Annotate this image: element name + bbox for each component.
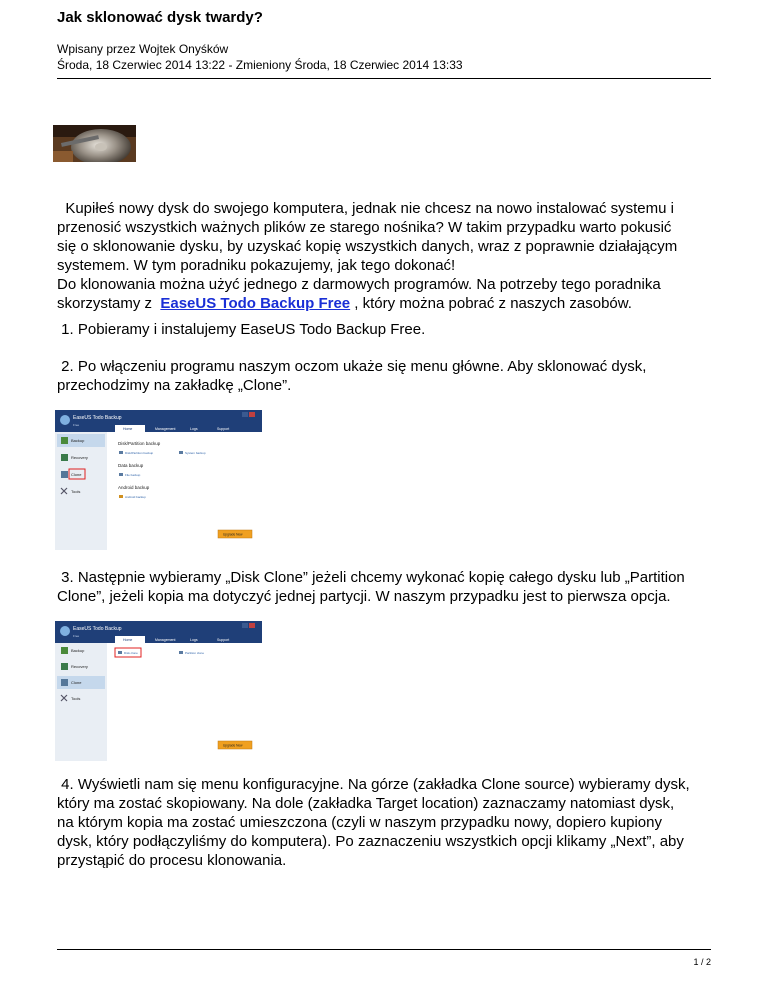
tab-management: Management [155,638,176,642]
screenshot-main-menu [55,410,262,550]
section-disk-partition: Disk/Partition backup [118,441,161,446]
item-partition-clone: Partition clone [185,651,205,655]
tab-support: Support [217,638,230,642]
sidebar-clone: Clone [71,680,82,685]
page-number: 1 / 2 [693,957,711,967]
item-disk-partition-backup: Disk/Partition backup [125,451,154,455]
tab-home: Home [123,638,133,642]
tab-logs: Logs [190,638,198,642]
hard-drive-photo [53,125,136,162]
step-1: 1. Pobieramy i instalujemy EaseUS Todo Backup Free. [57,321,426,338]
step-2-line: przechodzimy na zakładkę „Clone”. [57,377,292,394]
item-system-backup: System backup [185,451,206,455]
intro-line-with-link [57,294,717,313]
tab-home: Home [123,427,133,431]
step-2 [57,357,717,395]
section-android-backup: Android backup [118,485,150,490]
sidebar-backup: Backup [71,438,85,443]
sidebar-tools: Tools [71,696,81,701]
footer-divider [57,949,711,950]
article-dates: Środa, 18 Czerwiec 2014 13:22 - Zmieniony Środa, 18 Czerwiec 2014 13:33 [57,58,463,72]
intro-paragraph [57,199,717,313]
step-3-line: 3. Następnie wybieramy „Disk Clone” jeżeli chcemy wykonać kopię całego dysku lub „Partition [57,569,685,586]
tab-support: Support [217,427,230,431]
intro-line: przenosić wszystkich ważnych plików ze starego nośnika? W takim przypadku warto pokusić [57,219,672,236]
step-3 [57,568,717,606]
svg-text:Free: Free [73,423,80,427]
step-4-line: na którym kopia ma zostać umieszczona (czyli w naszym przypadku nowy, dopiero kupiony [57,814,662,831]
step-4-line: przystąpić do procesu klonowania. [57,852,287,869]
app-title: EaseUS Todo Backup [73,626,122,632]
header-divider [57,78,711,79]
step-3-line: Clone”, jeżeli kopia ma dotyczyć jednej partycji. W naszym przypadku jest to pierwsza opcja. [57,588,671,605]
easeus-download-link[interactable]: EaseUS Todo Backup Free [160,295,351,312]
upgrade-button: Upgrade Now [223,743,243,748]
tab-management: Management [155,427,176,431]
tab-logs: Logs [190,427,198,431]
step-4 [57,775,717,870]
item-android-backup: Android backup [125,495,146,499]
screenshot-clone-options [55,621,262,761]
item-file-backup: File backup [125,473,141,477]
upgrade-button: Upgrade Now [223,532,243,537]
step-4-line: dysk, który podłączyliśmy do komputera). Po zaznaczeniu wszystkich opcji klikamy „Next”, aby [57,833,684,850]
app-title: EaseUS Todo Backup [73,415,122,421]
step-2-line: 2. Po włączeniu programu naszym oczom ukaże się menu główne. Aby sklonować dysk, [57,358,647,375]
svg-text:Free: Free [73,634,80,638]
step-4-line: 4. Wyświetli nam się menu konfiguracyjne. Na górze (zakładka Clone source) wybieramy dysk, [57,776,690,793]
intro-text: skorzystamy z [57,295,161,312]
intro-line: systemem. W tym poradniku pokazujemy, jak tego dokonać! [57,257,456,274]
sidebar-backup: Backup [71,648,85,653]
sidebar-recovery: Recovery [71,664,88,669]
step-4-line: który ma zostać skopiowany. Na dole (zakładka Target location) zaznaczamy natomiast dysk, [57,795,675,812]
intro-line: Do klonowania można użyć jednego z darmowych programów. Na potrzeby tego poradnika [57,276,661,293]
article-author: Wpisany przez Wojtek Onyśków [57,42,229,56]
sidebar-tools: Tools [71,489,81,494]
item-disk-clone: Disk clone [124,651,138,655]
section-data-backup: Data backup [118,463,144,468]
sidebar-clone: Clone [71,472,82,477]
intro-line: się o sklonowanie dysku, by uzyskać kopię wszystkich danych, wraz z poprawnie działającym [57,238,678,255]
sidebar-recovery: Recovery [71,455,88,460]
article-title: Jak sklonować dysk twardy? [57,9,263,26]
intro-text: , który można pobrać z naszych zasobów. [350,295,632,312]
intro-line: Kupiłeś nowy dysk do swojego komputera, jednak nie chcesz na nowo instalować systemu i [57,200,674,217]
